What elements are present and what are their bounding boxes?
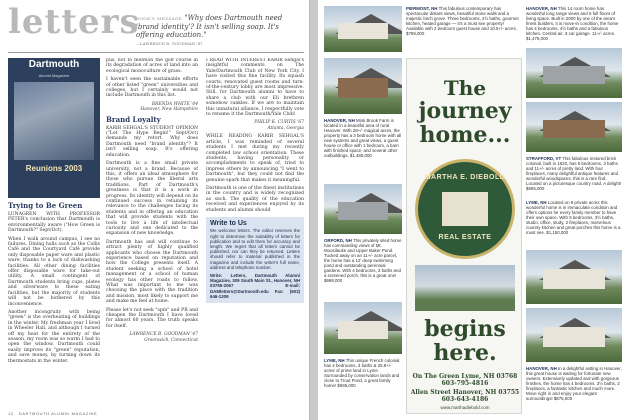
letters-header	[8, 4, 304, 50]
column-2	[106, 58, 198, 406]
diebold-advertisement	[406, 58, 522, 414]
listing-description: Located on 9 private acres this wonderful home is in immaculate condition and offers options for every family member to have their own space. With 5 bedrooms, 3½ baths, studio, office, study, 2 fireplaces, marvelous country kitchen and great porches this home is a must see. $1,150,000	[526, 200, 621, 235]
listing-location: PIERMONT, NH	[406, 6, 438, 11]
listing-description: This fabulous restored brick colonial, built in 1820, has 5 bedrooms, 3 baths and 11+/- acres of pretty land. With four fireplaces, many delightful antique features and wonderful woodspaces, this is a rare find. Located on a picturesque country road. A delight! $695,000	[526, 156, 622, 191]
write-to-us-body: We welcome letters. The editor reserves the right to determine the suitability of letters for publication and to edit them for accuracy and length. We regret that all letters cannot be published, nor can they be returned. Letters should refer to material published in the magazine and include the writer's full name, address and telephone number.	[210, 228, 300, 270]
listing-text	[526, 200, 622, 246]
letter-paragraph: KARIR SEHGAL'S STUDENT OPINION ("Let The Hype Begin!" Sept/Oct) demands my retort. Why does Dartmouth need "brand identity"? It isn't selling soap. It's offering education.	[106, 125, 198, 158]
agency-logo-badge	[415, 159, 515, 259]
house-photo	[324, 58, 402, 114]
cover-subtitle: Alumni Magazine	[38, 73, 70, 78]
listing-location: ORFORD, NH	[324, 238, 352, 243]
pull-quote	[136, 14, 306, 48]
listing-text	[324, 358, 402, 414]
magazine-title: DARTMOUTH ALUMNI MAGAZINE	[18, 411, 98, 416]
letter-paragraph: When I walk around campus, I see no failures. Dining halls such as the Collis Café and the Courtyard Café provide only disposable paper ware and plastic ware, thanks to a lack of dishwashing facilities. All other dining facilities offer disposable ware for take-out utility. A small contingent of Dartmouth students bring cups, plates and silverware to these eating facilities, but the majority of students will not be bothered by this inconvenience.	[8, 236, 100, 307]
cover-photo	[14, 82, 94, 160]
office-contact-lyme: On The Green Lyme, NH 03768 603-795-4816	[412, 373, 518, 387]
letter-signature	[206, 120, 304, 131]
letter-paragraph: I READ WITH INTEREST KARIR Sehgal's insightful comments on The Yale/Dartmouth Club of New York City. I have visited this fine facility. Its squash courts, renovated guest rooms and turn-of-the-century lobby are most impressive. Still, for Dartmouth alumni to have to share a club with our Eli brethren somehow rankles. If we are to maintain this unnatural alliance, I respectfully vote to rename it the Dartmouth/Yale Club!	[206, 58, 304, 118]
section-masthead: letters	[8, 2, 140, 42]
letter-signature	[106, 102, 198, 113]
ad-headline-line: here.	[433, 340, 497, 366]
ad-headline-line: journey	[418, 98, 512, 124]
ad-house-photo	[415, 265, 515, 311]
ad-headline-line: The	[443, 76, 487, 100]
ad-headline-line: begins	[424, 316, 506, 342]
write-to-us-box	[206, 217, 304, 303]
house-photo	[526, 250, 622, 304]
agency-name: MARTHA E. DIEBOLD	[424, 174, 506, 181]
house-photo	[526, 308, 622, 362]
house-photo	[324, 184, 402, 234]
ad-headline-line: home...	[419, 122, 511, 148]
listing-location: HANOVER, NH	[526, 6, 557, 11]
magazine-cover-image	[8, 58, 100, 198]
listing-text	[526, 6, 622, 46]
signature-name: PHILIP K. CURTIS '67	[254, 120, 304, 126]
signature-place: Atlanta, Georgia	[267, 125, 304, 131]
letters-page	[0, 0, 310, 420]
house-photo	[526, 102, 622, 152]
listing-description: Mink Brook Farm is located in a beautiful area of rural Hanover. With 28+/- magical acres, the property has a 3 bedroom home with all new systems and great views, a guest house or office with 1 bedroom, a barn with finished space, and several other outbuildings. $1,485,000	[324, 118, 402, 158]
pull-quote-text: "Why does Dartmouth need 'brand identity'? It isn't selling soap. It's offering education."	[136, 14, 283, 39]
write-to-us-address: Write: Letters, Dartmouth Alumni Magazine, 309 South Main St., Hanover, NH 03755-2067 E-mail: DAMletters@Dartmouth.edu Fax: (603) 646-1209	[210, 273, 300, 299]
house-photo	[324, 302, 402, 354]
listing-description: This 14 room home has wonderful long range views and 5 full floors of living space. Built in 2000 by one of the area's finest builders, it is move-in condition, the home has 4 bedrooms, 4½ baths and a fabulous kitchen. Central air, 3-car garage. 11+/- acres. $1,475,000	[526, 6, 619, 41]
column-1	[8, 58, 100, 406]
letter-paragraph: LUNAGREN WITH PROFESSOR PETER's conclusion that Dartmouth is environmentally aware ("How Green is Dartmouth?" Sept/Oct).	[8, 212, 100, 234]
letter-heading-green: Trying to Be Green	[8, 201, 83, 210]
listing-description: This fabulous contemporary has spectacular distant views, beautiful stone walls and a majestic birch grove. Three bedrooms, 2½ baths, gourmet kitchen, heated garage — it's a must see property! Available with 2 bedroom guest house and 10.5+/- acres. $799,000	[406, 6, 519, 36]
office-contact-hanover: Allen Street Hanover, NH 03755 603-643-4186	[410, 389, 520, 403]
letter-paragraph: Please let's not seek "spin" and PR and cheapen the Dartmouth I have loved for almost 60 years. The truth speaks for itself.	[106, 307, 198, 329]
column-3	[206, 58, 304, 406]
letter-paragraph: Dartmouth is a fine small private university, not a brand. Because of this, it offers an ideal atmosphere for those who pursue the liberal arts traditions. Part of Dartmouth's greatness is that it is a work in progress. Its identity will depend on its continued success in retaining its relevance to the challenges facing its students and in offering an education that will provide students with the tools to live a life of intellectual curiosity and one dedicated to the expansion of new knowledge.	[106, 161, 198, 237]
signature-name: BRENDA WHITE '04	[151, 101, 198, 107]
write-to-us-title: Write to Us	[210, 219, 247, 227]
logo-house-illustration	[442, 192, 488, 226]
letter-paragraph: WHILE READING KARIR SEHGAL'S article, I was reminded of several students I met during my recently completed law school orientation. These students, having personality or accomplishments to speak of, tried to impress others by announcing "I went to Dartmouth", but they could not find the genuine spark that makes it meaningful.	[206, 134, 304, 183]
page-footer	[8, 411, 97, 416]
header-rule	[8, 52, 304, 53]
agency-subtitle: REAL ESTATE	[438, 234, 492, 241]
listing-location: HANOVER, NH	[526, 366, 557, 371]
listing-text	[324, 118, 402, 180]
letter-signature	[106, 332, 198, 343]
house-photo	[324, 6, 402, 52]
letter-paragraph: pus, not to mention the golf course in its degradation of acres of land into an ecological monoculture of grass.	[106, 58, 198, 74]
listing-text	[526, 156, 622, 196]
listing-text	[526, 366, 622, 414]
listing-location: HANOVER, NH	[324, 118, 355, 123]
signature-place: Hanover, New Hampshire	[140, 107, 198, 113]
listing-text	[324, 238, 402, 298]
listing-location: LYME, NH	[526, 200, 547, 205]
cover-reunion-text: Reunions 2003	[25, 164, 83, 173]
signature-name: LAWRENCE B. GOODMAN '47	[129, 332, 198, 338]
agency-website: www.marthadiebold.com	[440, 405, 490, 410]
pull-quote-label: BOOK'S MESSAGE	[136, 16, 183, 21]
listing-description: This privately sited home has commanding views of Mt. Moosilauke and Upper Baker Pond. Tucked away on an 11+/- acre parcel, the home has a 12' deep swimming pond and outstanding perennial gardens. With 4 bedrooms, 3 baths and a screened porch, this is a great one! $698,000	[324, 238, 402, 283]
listing-location: LYME, NH	[324, 358, 345, 363]
letter-paragraph: Dartmouth is one of the finest institutions in the country and is widely recognized as such. The quality of the education received and experiences enjoyed by its students and alumni should	[206, 185, 304, 213]
letter-heading-brand: Brand Loyalty	[106, 114, 161, 124]
listing-description: This unique French colonial has 4 bedrooms, 3 baths & 25.8+/- acres of prime land in Lyme. Surrounded by conservation lands and close to Trout Pond, a great family home! $695,000	[324, 358, 400, 388]
pull-quote-attribution: —LAWRENCE B. GOODMAN '47	[136, 41, 203, 46]
real-estate-ad-page	[318, 0, 628, 420]
listing-location: STRAFFORD, VT	[526, 156, 562, 161]
cover-title: Dartmouth	[28, 59, 80, 70]
letter-paragraph: I haven't seen the sustainable efforts of other listed "green" universities and colleges, but I certainly would not include Dartmouth in this list.	[106, 77, 198, 99]
page-gutter	[310, 0, 318, 420]
page-number: 12	[8, 411, 14, 416]
letter-paragraph: Dartmouth has and will continue to attract plenty of highly qualified applicants who choose the Dartmouth experience based on reputation and how the College presents itself. A student seeking a school of hotel management or a school of human ecology has other roads to follow. What was important to me was choosing the place with the tradition and mission, most likely to support me and make me feel at home.	[106, 239, 198, 305]
house-photo	[526, 48, 622, 98]
signature-place: Greenwich, Connecticut	[144, 337, 198, 343]
letter-paragraph: Another incongruity with being "green" is the overheating of buildings in the winter. My freshman year I lived in Wheeler Hall, and although I turned off my heat for the entirety of the season, my room was so warm I had to open the window. Dartmouth could easily improve its "green" reputation, and save money, by turning down its thermostats in the winter.	[8, 309, 100, 364]
listing-description: In a delightful setting in Hanover, this great house is waiting for fortunate new owners. Extensively updated and with gorgeous finishes, the home has 4 bedrooms, 3½ baths, 2 fireplaces, a fantastic kitchen and much more. Move right in and enjoy your elegant surroundings! $875,000	[526, 366, 622, 401]
listing-text	[406, 6, 522, 54]
